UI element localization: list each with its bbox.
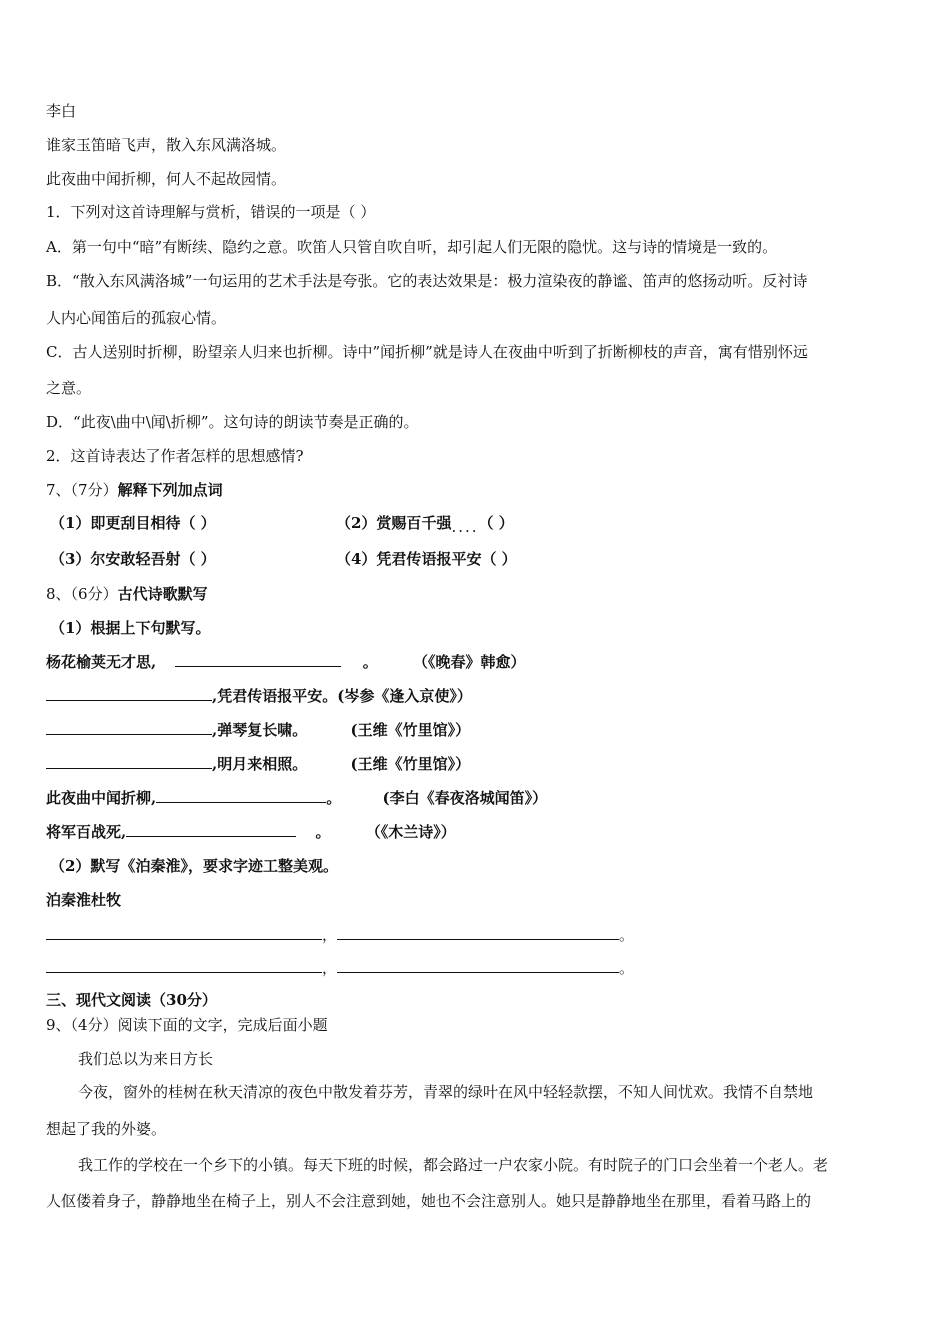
answer-blank[interactable] [337,925,619,940]
recite-row-5-prompt: 此夜曲中闻折柳, [46,789,157,807]
question-2-stem: 2．这首诗表达了作者怎样的思想感情? [46,447,304,465]
recite-row-6-prompt: 将军百战死, [46,823,127,841]
question-9-stem: 9、（4分）阅读下面的文字，完成后面小题 [46,1016,328,1034]
recite-row-5-source: (李白《春夜洛城闻笛》） [382,789,548,807]
essay-paragraph-2-line-1: 我工作的学校在一个乡下的小镇。每天下班的时候，都会路过一户农家小院。有时院子的门口会坐着一个老人。老 [78,1156,829,1174]
question-1-option-b-line-1: B．“散入东风满洛城”一句运用的艺术手法是夸张。它的表达效果是：极力渲染夜的静谧、笛声的悠扬动听。反衬诗 [46,272,808,290]
recite-row-6-source: （《木兰诗》） [365,823,456,841]
recite-row-3-text: ,弹琴复长啸。 [212,721,308,739]
recite-row-3-source: (王维《竹里馆》） [350,721,471,739]
question-7-item-2-paren: （ ） [478,514,514,532]
essay-title: 我们总以为来日方长 [78,1050,214,1068]
answer-blank[interactable] [46,686,212,701]
recite-row-1 [46,652,525,672]
question-1-option-c-line-2: 之意。 [46,379,92,397]
question-7-heading [46,480,223,500]
answer-blank[interactable] [46,720,212,735]
question-7-item-1: （1）即更刮目相待（ ） [50,514,216,532]
answer-blank[interactable] [46,754,212,769]
question-8-title: 古代诗歌默写 [117,585,208,603]
recite-row-1-prompt: 杨花榆荚无才思, [46,653,157,671]
recite-row-1-end: 。 [362,653,378,671]
question-7-item-2-text: （2）赏赐百千强 [336,514,452,532]
poem-author: 李白 [46,102,77,120]
question-8-sub-1: （1）根据上下句默写。 [50,619,211,637]
recite-row-5 [46,788,547,808]
section-3-heading: 三、现代文阅读（30分） [46,991,217,1009]
recite-row-3 [46,720,470,740]
answer-blank[interactable] [175,652,341,667]
answer-blank[interactable] [46,925,322,940]
recite-row-5-end: 。 [326,789,342,807]
essay-paragraph-1-line-1: 今夜，窗外的桂树在秋天清凉的夜色中散发着芬芳，青翠的绿叶在风中轻轻款摆，不知人间忧欢。我情不自禁地 [78,1083,814,1101]
question-7-item-2 [336,513,514,536]
write-line-2 [46,958,634,978]
write-line-1 [46,925,634,945]
question-8-heading [46,584,208,604]
comma: ， [322,959,338,977]
comma: ， [322,926,338,944]
essay-paragraph-2-line-2: 人伛偻着身子，静静地坐在椅子上，别人不会注意到她，她也不会注意别人。她只是静静地坐在那里，看着马路上的 [46,1192,812,1210]
recite-row-4 [46,754,470,774]
recite-row-1-source: （《晚春》韩愈） [412,653,526,671]
poem-title-author: 泊秦淮杜牧 [46,891,122,909]
answer-blank[interactable] [337,958,619,973]
recite-row-4-source: (王维《竹里馆》） [350,755,471,773]
recite-row-2 [46,686,472,706]
question-7-title: 解释下列加点词 [117,481,223,499]
question-1-option-a: A．第一句中“暗”有断续、隐约之意。吹笛人只管自吹自听，却引起人们无限的隐忧。这与诗的情境是一致的。 [46,238,778,256]
question-1-stem: 1．下列对这首诗理解与赏析，错误的一项是（ ） [46,203,376,221]
period: 。 [619,926,635,944]
question-7-item-4: （4）凭君传语报平安（ ） [336,550,517,568]
question-1-option-d: D．“此夜\曲中\闻\折柳”。这句诗的朗读节奏是正确的。 [46,413,419,431]
answer-blank[interactable] [46,958,322,973]
recite-row-4-text: ,明月来相照。 [212,755,308,773]
answer-blank[interactable] [126,822,296,837]
recite-row-6 [46,822,456,842]
emphasis-dots: .... [451,518,479,536]
recite-row-2-text: ,凭君传语报平安。(岑参《逢入京使》） [212,687,472,705]
question-7-number: 7、（7分） [46,481,118,499]
poem-line-1: 谁家玉笛暗飞声，散入东风满洛城。 [46,136,287,154]
question-1-option-c-line-1: C．古人送别时折柳，盼望亲人归来也折柳。诗中”闻折柳”就是诗人在夜曲中听到了折断柳枝的声音，寓有惜别怀远 [46,343,808,361]
essay-paragraph-1-line-2: 想起了我的外婆。 [46,1120,167,1138]
answer-blank[interactable] [156,788,326,803]
question-1-option-b-line-2: 人内心闻笛后的孤寂心情。 [46,309,227,327]
recite-row-6-end: 。 [315,823,331,841]
question-8-number: 8、（6分） [46,585,118,603]
question-7-item-3: （3）尔安敢轻吾射（ ） [50,550,216,568]
question-8-sub-2: （2）默写《泊秦淮》，要求字迹工整美观。 [50,857,338,875]
poem-line-2: 此夜曲中闻折柳，何人不起故园情。 [46,170,287,188]
period: 。 [619,959,635,977]
